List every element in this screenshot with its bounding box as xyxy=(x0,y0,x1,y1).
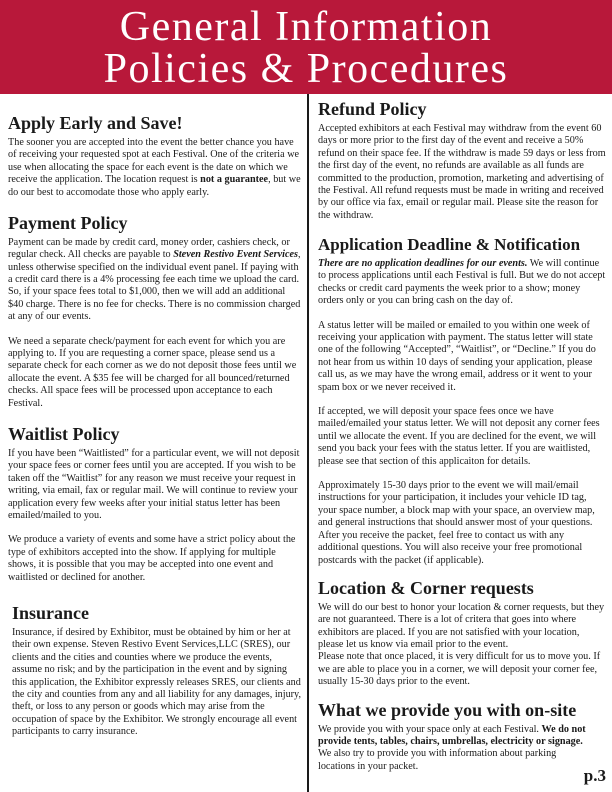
refund-policy-heading: Refund Policy xyxy=(318,99,427,119)
payment-policy-text-1: Payment can be made by credit card, money order, cashiers check, or regular check. All checks are payable to Steven Restivo Event Services, unless otherwise specified on the individual event panel. If paying with a credit card there is a 4% processing fee each time we upload the card. So, if your space fees total to $1,000, then we will add an additional $40 charge. There is no fee for checks. There is no commission charged at any of our events. xyxy=(8,236,301,323)
apply-early-section xyxy=(8,114,303,199)
deposit-fees-text: If accepted, we will deposit your space fees once we have mailed/emailed your status letter. We will not deposit any corner fees until we allocate the event. If you are declined for the event, we will send you back your fees with the status letter. If you are waitlisted, please see that section of this applicaiton for details. xyxy=(318,406,600,467)
location-corner-text-1: We will do our best to honor your location & corner requests, but they are not guaranteed. There is a lot of critera that goes into where exhibitors are placed. If you are not satisfied with your location, please let us know via email prior to the event. xyxy=(318,601,605,651)
payee-name: Steven Restivo Event Services xyxy=(173,249,298,261)
right-column xyxy=(318,94,606,773)
page-number: p.3 xyxy=(583,766,606,785)
instructions-packet-text: Approximately 15-30 days prior to the event we will mail/email instructions for your participation, it includes your vehicle ID tag, your space number, a block map with your space, an overview map, and general instructions that should answer most of your questions. After you receive the packet, feel free to contact us with any additional questions. You will also receive your free promotional postcards with the packet (if applicable). xyxy=(318,480,595,566)
banner-title-line-2: Policies & Procedures xyxy=(103,46,509,92)
payment-policy-heading: Payment Policy xyxy=(8,212,128,233)
column-divider xyxy=(307,94,309,792)
insurance-section xyxy=(8,604,303,739)
on-site-provision-section xyxy=(318,701,606,774)
insurance-heading: Insurance xyxy=(12,603,90,624)
insurance-text: Insurance, if desired by Exhibitor, must be obtained by him or her at their own expense. Steven Restivo Event Services,LLC (SRES), our clients and the cities and counties where we produce the events, assume no risk; and by the participation in the event and by signing this application, the Exhibitor expressly releases SRES, our clients and the city and counties from any and all liability for any damages, injury, theft, or loss to any person or goods which may arise from the occupation of space by the Exhibitor. We strongly encourage all event participants to carry insurance. xyxy=(12,626,302,738)
apply-early-heading: Apply Early and Save! xyxy=(8,113,183,133)
not-a-guarantee-text: not a guarantee xyxy=(200,174,269,186)
header-banner xyxy=(0,0,612,94)
location-corner-text-2: Please note that once placed, it is very difficult for us to move you. If we are able to place you in a corner, we will deposit your corner fee, usually 15-30 days prior to the event. xyxy=(318,651,601,688)
apply-early-text: The sooner you are accepted into the event the better chance you have of receiving your requested spot at each Festival. One of the criteria we use when allocating the space for each event is the date on which we receive the application. The location request is not a guarantee, but we do our best to accomodate those who apply early. xyxy=(8,136,301,198)
location-corner-section xyxy=(318,579,606,689)
on-site-provision-text-2: We also try to provide you with information about parking locations in your packet. xyxy=(318,748,557,772)
no-deadlines-text: There are no application deadlines for our events. xyxy=(318,257,528,269)
waitlist-policy-heading: Waitlist Policy xyxy=(8,424,120,445)
application-deadline-text-1: There are no application deadlines for our events. We will continue to process applications until each Festival is full. But we do not accept checks or credit card payments the week prior to a show; money orders only or you can bring cash on the day of. xyxy=(318,257,606,307)
waitlist-policy-text-2: We produce a variety of events and some have a strict policy about the type of exhibitors accepted into the show. If applying for multiple shows, it is possible that you may be accepted into one event and waitlisted or declined for another. xyxy=(8,534,296,583)
payment-policy-text-2: We need a separate check/payment for each event for which you are applying to. If you are requesting a corner space, please send us a separate check for each corner as we do not deposit those fees until we allocate the event. A $35 fee will be charged for all bounced/returned checks. All space fees will be processed upon acceptance to each Festival. xyxy=(8,335,297,409)
status-letter-text: A status letter will be mailed or emailed to you within one week of receiving your application with payment. The status letter will state one of the following “Accepted”, “Waitlist”, or “Decline.” If you do not hear from us within 10 days of sending your application, please call us, as we may have the wrong email, address or it went to your spam box or we never received it. xyxy=(318,319,596,393)
refund-policy-section xyxy=(318,100,606,222)
waitlist-policy-text-1: If you have been “Waitlisted” for a particular event, we will not deposit your space fees or corner fees until you are accepted. If you wish to be taken off the “Waitlist” for any reason we must receive your request in writing, via email, fax or regular mail. We will continue to review your application every few weeks after your initial status letter has been emailed/mailed to you. xyxy=(8,447,300,522)
banner-title-line-1: General Information xyxy=(119,4,493,50)
refund-policy-text: Accepted exhibitors at each Festival may withdraw from the event 60 days or more prior to the first day of the event and receive a 50% refund on their space fee. If the withdraw is made 59 days or less from the first day of the event, no refunds are available as all funds are committed to the production, promotion, marketing and advertising of the Festival. All refund requests must be made in writing and received by our office via fax, email or regular mail. Please site the reason for the withdraw. xyxy=(318,122,606,221)
on-site-provision-heading: What we provide you with on-site xyxy=(318,699,577,720)
not-provided-items-text: We do not provide tents, tables, chairs, umbrellas, electricity or signage. xyxy=(318,723,586,747)
waitlist-policy-section xyxy=(8,425,303,584)
application-deadline-section xyxy=(318,236,606,567)
location-corner-heading: Location & Corner requests xyxy=(318,577,534,598)
application-deadline-heading: Application Deadline & Notification xyxy=(318,235,581,255)
on-site-provision-text-1: We provide you with your space only at each Festival. We do not provide tents, tables, chairs, umbrellas, electricity or signage. xyxy=(318,723,586,747)
payment-policy-section xyxy=(8,214,303,410)
left-column xyxy=(8,94,303,739)
